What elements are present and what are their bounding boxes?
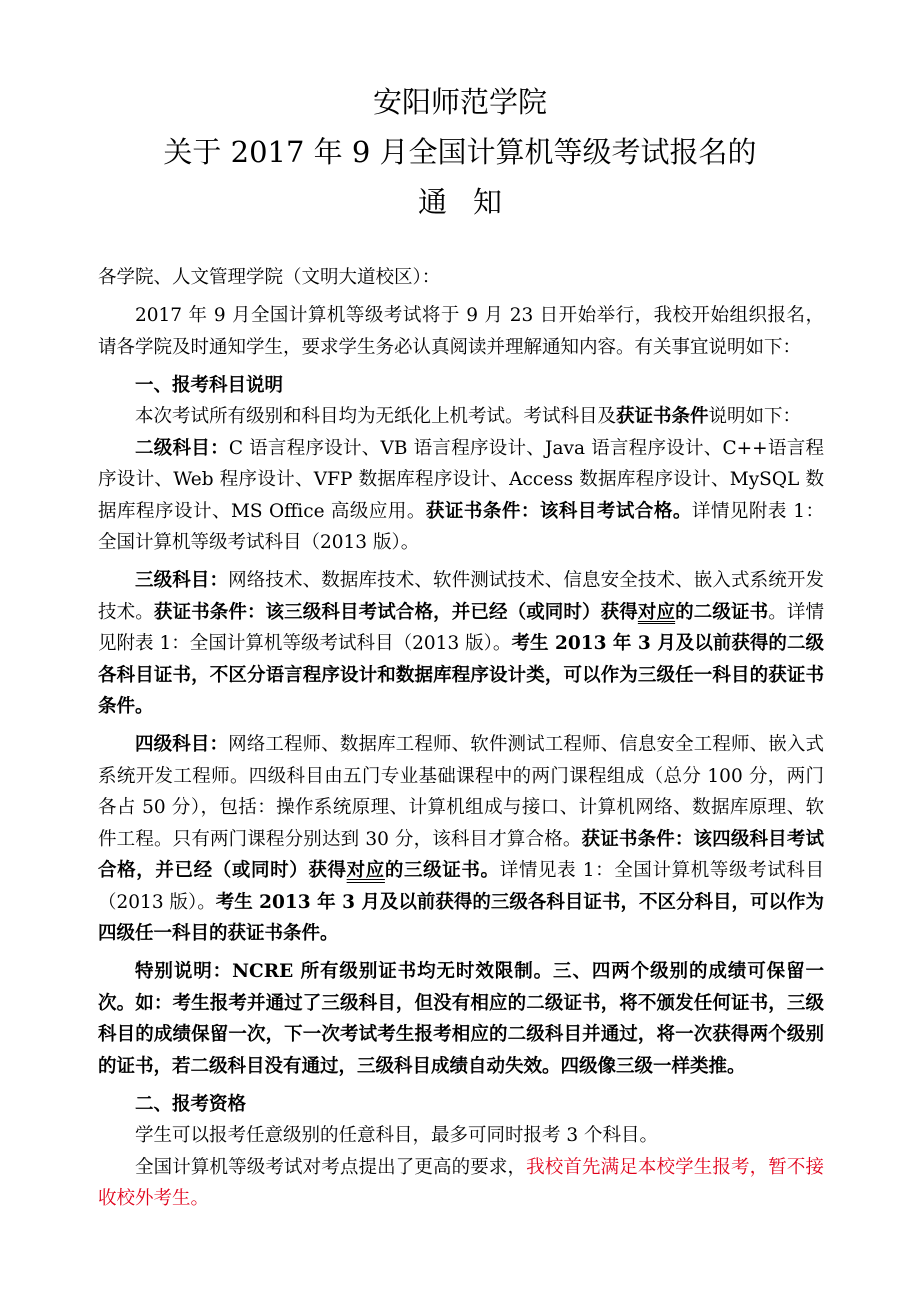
level4-label: 四级科目： <box>135 734 229 755</box>
notice-subject: 关于 2017 年 9 月全国计算机等级考试报名的 <box>163 135 757 169</box>
level2-paragraph: 二级科目：C 语言程序设计、VB 语言程序设计、Java 语言程序设计、C++语言程序设计、Web 程序设计、VFP 数据库程序设计、Access 数据库程序设计、MySQL 数据库程序设计、MS Office 高级应用。获证书条件：该科目考试合格。详情见附表 1：全国计算机等级考试科目（2013 版）。 <box>98 437 824 553</box>
school-name: 安阳师范学院 <box>372 85 547 119</box>
level3-label: 三级科目： <box>135 570 229 591</box>
level3-paragraph: 三级科目：网络技术、数据库技术、软件测试技术、信息安全技术、嵌入式系统开发技术。获证书条件：该三级科目考试合格，并已经（或同时）获得对应的二级证书。详情见附表 1：全国计算机等级考试科目（2013 版）。考生 2013 年 3 月及以前获得的二级各科目证书，不区分语言程序设计和数据库程序设计类，可以作为三级任一科目的获证书条件。 <box>98 570 824 717</box>
section2-requirement: 全国计算机等级考试对考点提出了更高的要求，我校首先满足本校学生报考，暂不接收校外考生。 <box>98 1156 824 1209</box>
level2-condition: 获证书条件：该科目考试合格。 <box>425 500 692 522</box>
level2-label: 二级科目： <box>135 437 229 459</box>
intro-paragraph: 2017 年 9 月全国计算机等级考试将于 9 月 23 日开始举行，我校开始组织报名，请各学院及时通知学生，要求学生务必认真阅读并理解通知内容。有关事宜说明如下： <box>98 305 824 358</box>
level4-note: 考生 2013 年 3 月及以前获得的三级各科目证书，不区分科目，可以作为四级任一科目的获证书条件。 <box>98 891 824 944</box>
red-highlight: 我校首先满足本校学生报考，暂不接收校外考生。 <box>98 1156 824 1209</box>
section1-heading: 一、报考科目说明 <box>135 374 284 396</box>
notice-doc-type: 通知 <box>417 185 528 219</box>
notice-body <box>98 262 824 1221</box>
section2-eligibility: 学生可以报考任意级别的任意科目，最多可同时报考 3 个科目。 <box>135 1125 659 1146</box>
salutation: 各学院、人文管理学院（文明大道校区）： <box>98 267 441 288</box>
level3-note: 考生 2013 年 3 月及以前获得的二级各科目证书，不区分语言程序设计和数据库程序设计类，可以作为三级任一科目的获证书条件。 <box>98 633 824 717</box>
section1-lead: 本次考试所有级别和科目均为无纸化上机考试。考试科目及获证书条件说明如下： <box>135 406 802 427</box>
section2-heading: 二、报考资格 <box>135 1093 247 1115</box>
level3-condition: 获证书条件：该三级科目考试合格，并已经（或同时）获得对应的二级证书 <box>153 601 769 623</box>
level4-paragraph: 四级科目：网络工程师、数据库工程师、软件测试工程师、信息安全工程师、嵌入式系统开发工程师。四级科目由五门专业基础课程中的两门课程组成（总分 100 分，两门各占 50 分），包括：操作系统原理、计算机组成与接口、计算机网络、数据库原理、软件工程。只有两门课程分别达到 30 分，该科目才算合格。获证书条件：该四级科目考试合格，并已经（或同时）获得对应的三级证书。详情见表 1：全国计算机等级考试科目（2013 版）。考生 2013 年 3 月及以前获得的三级各科目证书，不区分科目，可以作为四级任一科目的获证书条件。 <box>98 734 824 944</box>
level4-condition: 获证书条件：该四级科目考试合格，并已经（或同时）获得对应的三级证书。 <box>98 828 824 881</box>
special-note: 特别说明：NCRE 所有级别证书均无时效限制。三、四两个级别的成绩可保留一次。如：考生报考并通过了三级科目，但没有相应的二级证书，将不颁发任何证书，三级科目的成绩保留一次，下一次考试考生报考相应的二级科目并通过，将一次获得两个级别的证书，若二级科目没有通过，三级科目成绩自动失效。四级像三级一样类推。 <box>98 961 824 1077</box>
